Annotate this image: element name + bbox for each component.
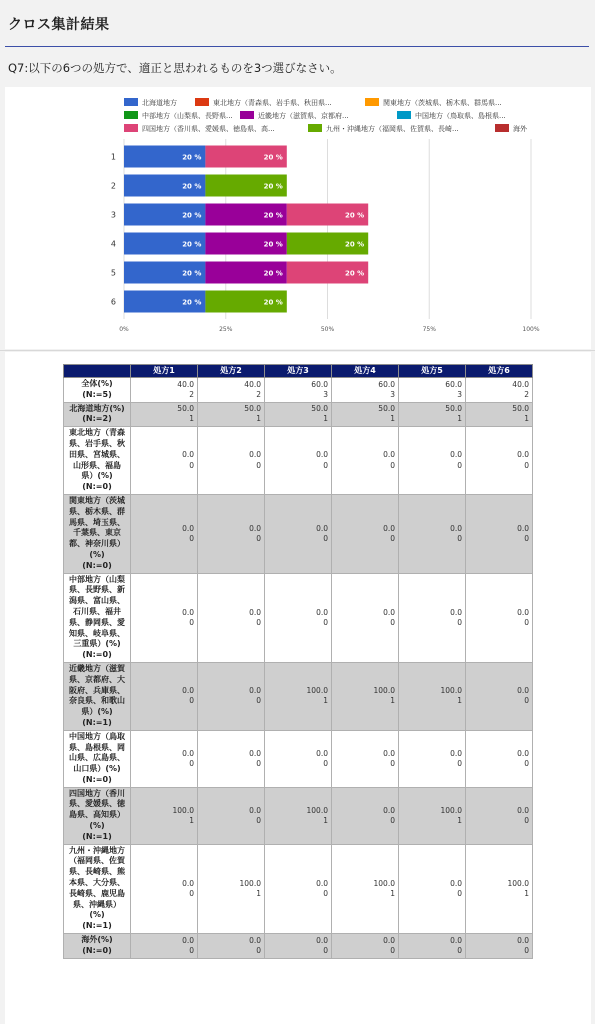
table-cell — [332, 427, 399, 495]
cell-count: 0 — [256, 696, 261, 706]
table-cell — [466, 787, 533, 844]
column-header: 処方2 — [198, 365, 265, 378]
table-cell — [466, 427, 533, 495]
cell-percent: 100.0 — [306, 805, 328, 815]
table-cell — [131, 844, 198, 933]
table-cell — [466, 402, 533, 427]
cell-percent: 0.0 — [249, 748, 261, 758]
legend-label: 東北地方（青森県、岩手県、秋田県... — [213, 99, 332, 107]
cell-count: 1 — [457, 414, 462, 424]
category-label: 5 — [110, 268, 116, 278]
cell-count: 0 — [323, 533, 328, 543]
cell-count: 0 — [457, 945, 462, 955]
bar-data-label: 20 % — [263, 211, 283, 220]
cell-count: 1 — [256, 414, 261, 424]
page-title: クロス集計結果 — [8, 17, 110, 33]
cell-percent: 60.0 — [311, 379, 328, 389]
cell-count: 0 — [390, 815, 395, 825]
table-cell — [332, 573, 399, 662]
bar-data-label: 20 % — [182, 240, 202, 249]
table-cell — [198, 844, 265, 933]
bar-data-label: 20 % — [263, 153, 283, 162]
column-header: 処方1 — [131, 365, 198, 378]
cell-count: 0 — [189, 533, 194, 543]
table-cell — [265, 934, 332, 959]
cell-percent: 0.0 — [450, 935, 462, 945]
cell-percent: 100.0 — [507, 878, 529, 888]
table-row — [64, 662, 533, 730]
cell-count: 0 — [323, 758, 328, 768]
cell-percent: 0.0 — [450, 748, 462, 758]
table-cell — [265, 844, 332, 933]
cell-count: 0 — [524, 758, 529, 768]
cell-percent: 0.0 — [249, 805, 261, 815]
cell-count: 1 — [390, 696, 395, 706]
cell-percent: 0.0 — [517, 607, 529, 617]
cell-count: 0 — [189, 696, 194, 706]
bar-data-label: 20 % — [344, 269, 365, 278]
table-cell — [399, 402, 466, 427]
cell-percent: 0.0 — [182, 523, 194, 533]
cell-percent: 0.0 — [249, 450, 261, 460]
cell-count: 0 — [323, 617, 328, 627]
table-cell — [466, 934, 533, 959]
row-header: 全体(%) (N:=5) — [64, 378, 131, 403]
table-cell — [131, 427, 198, 495]
legend-swatch — [124, 124, 138, 132]
cell-count: 1 — [323, 696, 328, 706]
cell-count: 0 — [256, 945, 261, 955]
cell-count: 1 — [457, 696, 462, 706]
table-cell — [265, 494, 332, 573]
table-cell — [466, 573, 533, 662]
bar-data-label: 20 % — [344, 211, 365, 220]
cell-count: 0 — [189, 945, 194, 955]
category-label: 3 — [110, 210, 116, 220]
cell-percent: 50.0 — [378, 404, 395, 414]
cell-count: 0 — [457, 533, 462, 543]
cell-percent: 0.0 — [182, 450, 194, 460]
table-cell — [332, 378, 399, 403]
cell-count: 3 — [457, 389, 462, 399]
row-header: 関東地方（茨城 県、栃木県、群 馬県、埼玉県、 千葉県、東京 都、神奈川県） (%) (N:=0) — [64, 494, 131, 573]
table-cell — [131, 730, 198, 787]
table-header-row — [64, 365, 533, 378]
table-cell — [399, 494, 466, 573]
table-cell — [332, 662, 399, 730]
chart-panel — [5, 87, 591, 349]
legend-swatch — [495, 124, 509, 132]
cell-percent: 0.0 — [182, 935, 194, 945]
cell-percent: 0.0 — [517, 450, 529, 460]
row-header: 東北地方（青森 県、岩手県、秋 田県、宮城県、 山形県、福島 県）(%) (N:=0) — [64, 427, 131, 495]
table-cell — [265, 787, 332, 844]
row-header: 九州・沖縄地方 （福岡県、佐賀 県、長崎県、熊 本県、大分県、 長崎県、鹿児島 県、沖縄県） (%) (N:=1) — [64, 844, 131, 933]
category-label: 6 — [110, 297, 116, 307]
cell-percent: 0.0 — [249, 607, 261, 617]
cell-percent: 50.0 — [311, 404, 328, 414]
table-cell — [399, 662, 466, 730]
row-header: 中国地方（鳥取 県、島根県、岡 山県、広島県、 山口県）(%) (N:=0) — [64, 730, 131, 787]
table-cell — [131, 378, 198, 403]
x-tick-label: 75% — [422, 326, 436, 333]
table-cell — [399, 378, 466, 403]
cell-count: 0 — [256, 758, 261, 768]
cell-percent: 0.0 — [383, 805, 395, 815]
table-cell — [332, 787, 399, 844]
table-row — [64, 427, 533, 495]
table-cell — [265, 378, 332, 403]
cell-percent: 0.0 — [450, 878, 462, 888]
row-header: 北海道地方(%) (N:=2) — [64, 402, 131, 427]
category-label: 4 — [110, 239, 116, 249]
cell-count: 0 — [524, 696, 529, 706]
cell-count: 2 — [256, 389, 261, 399]
cell-count: 0 — [256, 533, 261, 543]
cell-count: 1 — [390, 888, 395, 898]
cell-percent: 0.0 — [316, 748, 328, 758]
cell-count: 0 — [256, 617, 261, 627]
cell-count: 1 — [390, 414, 395, 424]
cell-count: 0 — [189, 460, 194, 470]
cell-count: 0 — [457, 758, 462, 768]
cell-count: 1 — [524, 888, 529, 898]
cell-percent: 0.0 — [383, 748, 395, 758]
legend-label: 中国地方（鳥取県、島根県... — [415, 112, 506, 120]
table-cell — [332, 730, 399, 787]
table-cell — [131, 402, 198, 427]
bar-data-label: 20 % — [263, 298, 283, 307]
cell-count: 0 — [256, 460, 261, 470]
cell-count: 0 — [189, 758, 194, 768]
table-cell — [198, 427, 265, 495]
table-cell — [198, 934, 265, 959]
cell-count: 0 — [457, 888, 462, 898]
cell-count: 1 — [189, 815, 194, 825]
cell-percent: 40.0 — [244, 379, 261, 389]
cell-percent: 0.0 — [517, 935, 529, 945]
legend-swatch — [124, 98, 138, 106]
cell-count: 0 — [524, 460, 529, 470]
table-cell — [332, 402, 399, 427]
cell-percent: 100.0 — [172, 805, 194, 815]
cell-count: 1 — [189, 414, 194, 424]
cell-count: 0 — [457, 460, 462, 470]
column-header: 処方6 — [466, 365, 533, 378]
bar-data-label: 20 % — [182, 182, 202, 191]
row-header: 中部地方（山梨 県、長野県、新 潟県、富山県、 石川県、福井 県、静岡県、愛 知県、岐阜県、 三重県）(%) (N:=0) — [64, 573, 131, 662]
cell-count: 2 — [524, 389, 529, 399]
header — [0, 0, 595, 60]
cell-count: 0 — [256, 815, 261, 825]
cell-count: 1 — [256, 888, 261, 898]
legend-swatch — [195, 98, 209, 106]
table-row — [64, 844, 533, 933]
table-cell — [265, 573, 332, 662]
table-row — [64, 787, 533, 844]
legend-label: 九州・沖縄地方（福岡県、佐賀県、長崎... — [326, 125, 459, 133]
table-cell — [332, 934, 399, 959]
table-cell — [399, 573, 466, 662]
cell-percent: 60.0 — [445, 379, 462, 389]
cell-percent: 100.0 — [440, 805, 462, 815]
column-header: 処方5 — [399, 365, 466, 378]
table-cell — [466, 378, 533, 403]
table-cell — [466, 730, 533, 787]
cell-count: 0 — [524, 533, 529, 543]
table-cell — [131, 573, 198, 662]
cell-count: 3 — [390, 389, 395, 399]
table-cell — [265, 402, 332, 427]
section-divider — [0, 350, 595, 351]
cell-count: 0 — [524, 945, 529, 955]
table-cell — [399, 934, 466, 959]
cell-percent: 0.0 — [517, 748, 529, 758]
table-cell — [198, 730, 265, 787]
cell-percent: 100.0 — [239, 878, 261, 888]
cell-percent: 0.0 — [316, 450, 328, 460]
cell-percent: 0.0 — [249, 686, 261, 696]
table-cell — [399, 844, 466, 933]
bar-data-label: 20 % — [182, 298, 202, 307]
table-cell — [399, 787, 466, 844]
row-header: 海外(%) (N:=0) — [64, 934, 131, 959]
cell-percent: 40.0 — [177, 379, 194, 389]
cell-count: 2 — [189, 389, 194, 399]
legend-swatch — [397, 111, 411, 119]
cell-count: 0 — [457, 617, 462, 627]
bar-data-label: 20 % — [263, 182, 283, 191]
column-header: 処方4 — [332, 365, 399, 378]
cell-count: 0 — [323, 888, 328, 898]
cell-count: 0 — [390, 533, 395, 543]
bar-data-label: 20 % — [344, 240, 365, 249]
cell-percent: 0.0 — [450, 450, 462, 460]
cell-percent: 50.0 — [177, 404, 194, 414]
cell-count: 0 — [390, 460, 395, 470]
row-header: 近畿地方（滋賀 県、京都府、大 阪府、兵庫県、 奈良県、和歌山 県）(%) (N:=1) — [64, 662, 131, 730]
row-header: 四国地方（香川 県、愛媛県、徳 島県、高知県） (%) (N:=1) — [64, 787, 131, 844]
cross-tab-table — [63, 364, 533, 959]
cell-percent: 50.0 — [512, 404, 529, 414]
category-label: 1 — [110, 152, 116, 162]
cell-percent: 100.0 — [440, 686, 462, 696]
table-cell — [466, 662, 533, 730]
stacked-bar-chart — [5, 87, 591, 349]
table-row — [64, 573, 533, 662]
question-text: Q7:以下の6つの処方で、適正と思われるものを3つ選びなさい。 — [8, 61, 342, 75]
cell-percent: 0.0 — [517, 805, 529, 815]
table-row — [64, 378, 533, 403]
cell-percent: 100.0 — [306, 686, 328, 696]
legend-label: 四国地方（香川県、愛媛県、徳島県、高... — [142, 125, 275, 133]
x-tick-label: 50% — [320, 326, 335, 333]
cell-count: 0 — [189, 617, 194, 627]
cell-percent: 50.0 — [445, 404, 462, 414]
table-cell — [332, 844, 399, 933]
x-tick-label: 25% — [219, 326, 233, 333]
table-cell — [131, 787, 198, 844]
table-cell — [198, 378, 265, 403]
table-cell — [466, 494, 533, 573]
cell-percent: 0.0 — [182, 748, 194, 758]
table-row — [64, 494, 533, 573]
table-cell — [198, 662, 265, 730]
x-tick-label: 100% — [522, 326, 540, 333]
table-cell — [265, 730, 332, 787]
table-cell — [466, 844, 533, 933]
cell-count: 1 — [524, 414, 529, 424]
legend-label: 北海道地方 — [142, 99, 177, 107]
table-cell — [399, 427, 466, 495]
table-cell — [198, 787, 265, 844]
cell-percent: 0.0 — [383, 450, 395, 460]
cell-percent: 0.0 — [383, 607, 395, 617]
cell-count: 0 — [323, 460, 328, 470]
legend-label: 中部地方（山梨県、長野県... — [142, 112, 233, 120]
legend-swatch — [308, 124, 322, 132]
cell-percent: 0.0 — [182, 878, 194, 888]
table-cell — [198, 573, 265, 662]
bar-data-label: 20 % — [182, 211, 202, 220]
column-header: 処方3 — [265, 365, 332, 378]
cell-percent: 60.0 — [378, 379, 395, 389]
legend-swatch — [365, 98, 379, 106]
table-row — [64, 402, 533, 427]
cell-count: 1 — [323, 815, 328, 825]
table-cell — [265, 662, 332, 730]
cell-count: 0 — [390, 758, 395, 768]
table-cell — [131, 934, 198, 959]
table-cell — [399, 730, 466, 787]
bar-data-label: 20 % — [263, 240, 283, 249]
legend-label: 近畿地方（滋賀県、京都府... — [258, 112, 349, 120]
legend-label: 関東地方（茨城県、栃木県、群馬県... — [383, 99, 502, 107]
cell-percent: 0.0 — [450, 523, 462, 533]
legend-label: 海外 — [513, 125, 527, 133]
table-cell — [198, 402, 265, 427]
cell-count: 1 — [457, 815, 462, 825]
cell-count: 0 — [189, 888, 194, 898]
cell-count: 0 — [524, 815, 529, 825]
cell-percent: 0.0 — [249, 523, 261, 533]
cell-percent: 0.0 — [316, 607, 328, 617]
table-cell — [131, 662, 198, 730]
table-row — [64, 730, 533, 787]
cell-percent: 0.0 — [383, 523, 395, 533]
cell-percent: 0.0 — [182, 686, 194, 696]
cell-percent: 0.0 — [383, 935, 395, 945]
cell-percent: 40.0 — [512, 379, 529, 389]
bar-data-label: 20 % — [182, 153, 202, 162]
table-row — [64, 934, 533, 959]
cell-percent: 100.0 — [373, 686, 395, 696]
legend-swatch — [240, 111, 254, 119]
bar-data-label: 20 % — [182, 269, 202, 278]
legend-swatch — [124, 111, 138, 119]
title-underline — [5, 46, 589, 47]
cell-percent: 0.0 — [316, 523, 328, 533]
cell-count: 3 — [323, 389, 328, 399]
x-tick-label: 0% — [119, 326, 129, 333]
table-corner-cell — [64, 365, 131, 378]
category-label: 2 — [110, 181, 116, 191]
table-cell — [332, 494, 399, 573]
cell-percent: 0.0 — [517, 686, 529, 696]
table-cell — [131, 494, 198, 573]
cell-percent: 0.0 — [249, 935, 261, 945]
cell-percent: 0.0 — [316, 878, 328, 888]
cell-count: 1 — [323, 414, 328, 424]
cell-percent: 100.0 — [373, 878, 395, 888]
cell-count: 0 — [390, 945, 395, 955]
cell-count: 0 — [323, 945, 328, 955]
cell-count: 0 — [390, 617, 395, 627]
cell-percent: 0.0 — [182, 607, 194, 617]
cell-percent: 50.0 — [244, 404, 261, 414]
table-cell — [265, 427, 332, 495]
cell-percent: 0.0 — [517, 523, 529, 533]
cell-percent: 0.0 — [316, 935, 328, 945]
table-cell — [198, 494, 265, 573]
cell-count: 0 — [524, 617, 529, 627]
cell-percent: 0.0 — [450, 607, 462, 617]
bar-data-label: 20 % — [263, 269, 283, 278]
